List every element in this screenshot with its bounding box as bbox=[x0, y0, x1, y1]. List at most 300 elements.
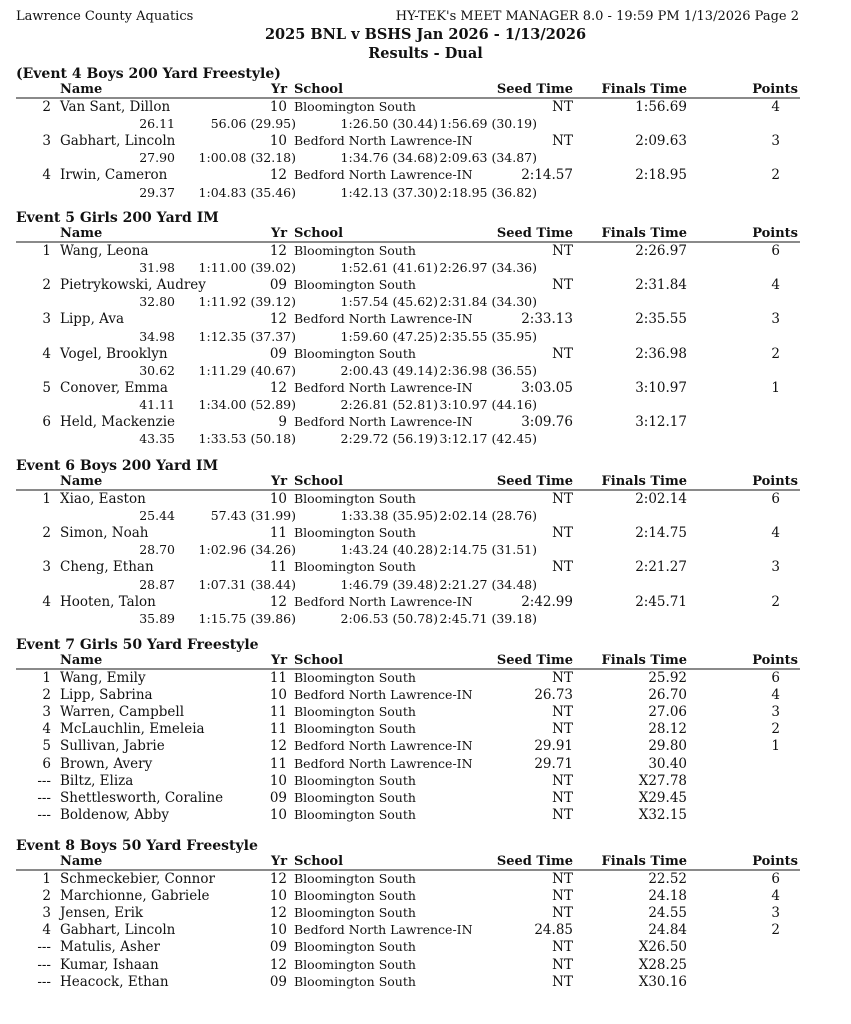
points: 1 bbox=[771, 379, 780, 396]
split-time: 2:21.27 (34.48) bbox=[439, 576, 537, 592]
result-row bbox=[0, 670, 851, 687]
school: Bloomington South bbox=[294, 345, 416, 361]
split-time: 34.98 bbox=[139, 328, 175, 344]
finals-time: X26.50 bbox=[638, 939, 687, 956]
splits-row bbox=[0, 542, 851, 559]
splits-row bbox=[0, 611, 851, 628]
school: Bedford North Lawrence-IN bbox=[294, 922, 473, 938]
points: 3 bbox=[771, 704, 780, 721]
finals-time: 2:21.27 bbox=[635, 559, 687, 576]
school: Bloomington South bbox=[294, 704, 416, 720]
swimmer-name: Lipp, Sabrina bbox=[60, 687, 153, 704]
place: 2 bbox=[42, 525, 51, 542]
swimmer-name: Conover, Emma bbox=[60, 379, 168, 396]
swimmer-name: Vogel, Brooklyn bbox=[60, 345, 168, 362]
place: 1 bbox=[42, 871, 51, 887]
year: 10 bbox=[269, 687, 287, 704]
result-row bbox=[0, 594, 851, 611]
school: Bloomington South bbox=[294, 956, 416, 972]
year: 11 bbox=[269, 525, 287, 542]
place: 3 bbox=[42, 704, 51, 721]
seed-time: NT bbox=[552, 559, 573, 576]
result-row bbox=[0, 491, 851, 508]
result-row bbox=[0, 380, 851, 397]
school: Bedford North Lawrence-IN bbox=[294, 738, 473, 754]
year: 09 bbox=[269, 939, 287, 956]
swimmer-name: McLauchlin, Emeleia bbox=[60, 721, 205, 738]
splits-row bbox=[0, 431, 851, 448]
result-row bbox=[0, 133, 851, 150]
swimmer-name: Heacock, Ethan bbox=[60, 973, 169, 990]
result-row bbox=[0, 346, 851, 363]
split-time: 2:00.43 (49.14) bbox=[340, 362, 438, 378]
swimmer-name: Matulis, Asher bbox=[60, 939, 160, 956]
place: 1 bbox=[42, 491, 51, 507]
result-row bbox=[0, 277, 851, 294]
points: 2 bbox=[771, 721, 780, 738]
school: Bedford North Lawrence-IN bbox=[294, 311, 473, 327]
finals-time: 2:09.63 bbox=[635, 133, 687, 150]
finals-time: 2:45.71 bbox=[635, 593, 687, 610]
split-time: 1:43.24 (40.28) bbox=[340, 542, 438, 558]
school: Bedford North Lawrence-IN bbox=[294, 379, 473, 395]
split-time: 2:09.63 (34.87) bbox=[439, 150, 537, 166]
split-time: 2:02.14 (28.76) bbox=[439, 508, 537, 524]
year: 09 bbox=[269, 277, 287, 294]
split-time: 1:33.53 (50.18) bbox=[198, 431, 296, 447]
place: 6 bbox=[42, 414, 51, 430]
swimmer-name: Hooten, Talon bbox=[60, 593, 156, 610]
split-time: 41.11 bbox=[139, 396, 175, 412]
year: 12 bbox=[269, 379, 287, 396]
seed-time: NT bbox=[552, 806, 573, 823]
seed-time: NT bbox=[552, 888, 573, 905]
split-time: 1:42.13 (37.30) bbox=[340, 184, 438, 200]
meet-title: 2025 BNL v BSHS Jan 2026 - 1/13/2026 bbox=[264, 26, 587, 43]
year: 11 bbox=[269, 559, 287, 576]
split-time: 2:36.98 (36.55) bbox=[439, 362, 537, 378]
split-time: 1:11.29 (40.67) bbox=[198, 362, 296, 378]
seed-time: NT bbox=[552, 905, 573, 922]
school: Bloomington South bbox=[294, 806, 416, 822]
seed-time: NT bbox=[552, 973, 573, 990]
swimmer-name: Held, Mackenzie bbox=[60, 414, 176, 430]
event-title: Event 7 Girls 50 Yard Freestyle bbox=[16, 637, 259, 653]
column-header-points: Points bbox=[752, 82, 798, 97]
split-time: 2:35.55 (35.95) bbox=[439, 328, 537, 344]
column-header-row bbox=[0, 474, 851, 489]
event-title: Event 5 Girls 200 Yard IM bbox=[16, 210, 219, 226]
split-time: 1:26.50 (30.44) bbox=[340, 116, 438, 132]
finals-time: 24.55 bbox=[648, 905, 687, 922]
split-time: 3:12.17 (42.45) bbox=[439, 431, 537, 447]
split-time: 1:56.69 (30.19) bbox=[439, 116, 537, 132]
place: 4 bbox=[42, 167, 51, 184]
seed-time: NT bbox=[552, 133, 573, 150]
seed-time: 3:09.76 bbox=[521, 414, 573, 430]
school: Bedford North Lawrence-IN bbox=[294, 414, 473, 429]
place: --- bbox=[37, 772, 51, 789]
finals-time: 2:14.75 bbox=[635, 525, 687, 542]
seed-time: NT bbox=[552, 772, 573, 789]
finals-time: 1:56.69 bbox=[635, 99, 687, 115]
splits-row bbox=[0, 294, 851, 311]
school: Bloomington South bbox=[294, 491, 416, 506]
year: 12 bbox=[269, 905, 287, 922]
column-header-yr: Yr bbox=[271, 653, 288, 668]
event-title: Event 8 Boys 50 Yard Freestyle bbox=[16, 838, 258, 854]
place: 3 bbox=[42, 559, 51, 576]
seed-time: NT bbox=[552, 670, 573, 686]
result-row bbox=[0, 243, 851, 260]
swimmer-name: Irwin, Cameron bbox=[60, 167, 168, 184]
split-time: 1:02.96 (34.26) bbox=[198, 542, 296, 558]
swimmer-name: Biltz, Eliza bbox=[60, 772, 134, 789]
year: 12 bbox=[269, 167, 287, 184]
points: 6 bbox=[771, 491, 780, 507]
place: --- bbox=[37, 973, 51, 990]
swimmer-name: Boldenow, Abby bbox=[60, 806, 170, 823]
place: 2 bbox=[42, 99, 51, 115]
school: Bedford North Lawrence-IN bbox=[294, 167, 473, 183]
seed-time: NT bbox=[552, 789, 573, 806]
column-header-school: School bbox=[294, 474, 344, 489]
points: 4 bbox=[771, 99, 780, 115]
points: 6 bbox=[771, 670, 780, 686]
split-time: 56.06 (29.95) bbox=[210, 116, 296, 132]
column-header-school: School bbox=[294, 653, 344, 668]
year: 11 bbox=[269, 755, 287, 772]
swimmer-name: Wang, Leona bbox=[60, 243, 149, 259]
school: Bloomington South bbox=[294, 99, 416, 114]
split-time: 1:34.00 (52.89) bbox=[198, 396, 296, 412]
points: 4 bbox=[771, 525, 780, 542]
split-time: 2:31.84 (34.30) bbox=[439, 294, 537, 310]
seed-time: NT bbox=[552, 704, 573, 721]
swimmer-name: Lipp, Ava bbox=[60, 311, 125, 328]
splits-row bbox=[0, 150, 851, 167]
column-header-school: School bbox=[294, 226, 344, 241]
seed-time: NT bbox=[552, 956, 573, 973]
split-time: 27.90 bbox=[139, 150, 175, 166]
event-title: Event 6 Boys 200 Yard IM bbox=[16, 458, 219, 474]
split-time: 2:29.72 (56.19) bbox=[340, 431, 438, 447]
column-header-name: Name bbox=[60, 226, 103, 241]
split-time: 1:11.00 (39.02) bbox=[198, 260, 296, 276]
swimmer-name: Gabhart, Lincoln bbox=[60, 922, 176, 939]
split-time: 2:26.97 (34.36) bbox=[439, 260, 537, 276]
column-header-name: Name bbox=[60, 653, 103, 668]
column-header-name: Name bbox=[60, 82, 103, 97]
place: 3 bbox=[42, 133, 51, 150]
split-time: 1:57.54 (45.62) bbox=[340, 294, 438, 310]
finals-time: 3:10.97 bbox=[635, 379, 687, 396]
place: --- bbox=[37, 956, 51, 973]
swimmer-name: Wang, Emily bbox=[60, 670, 146, 686]
school: Bloomington South bbox=[294, 789, 416, 805]
swimmer-name: Brown, Avery bbox=[60, 755, 153, 772]
splits-row bbox=[0, 397, 851, 414]
organization-name: Lawrence County Aquatics bbox=[16, 9, 194, 24]
seed-time: NT bbox=[552, 721, 573, 738]
split-time: 1:04.83 (35.46) bbox=[198, 184, 296, 200]
swimmer-name: Simon, Noah bbox=[60, 525, 149, 542]
year: 12 bbox=[269, 871, 287, 887]
swimmer-name: Shettlesworth, Coraline bbox=[60, 789, 224, 806]
column-header-finals-time: Finals Time bbox=[601, 474, 687, 489]
finals-time: X28.25 bbox=[638, 956, 687, 973]
split-time: 57.43 (31.99) bbox=[210, 508, 296, 524]
year: 09 bbox=[269, 345, 287, 362]
split-time: 26.11 bbox=[139, 116, 175, 132]
school: Bedford North Lawrence-IN bbox=[294, 755, 473, 771]
result-row bbox=[0, 905, 851, 922]
seed-time: 29.71 bbox=[534, 755, 573, 772]
split-time: 1:59.60 (47.25) bbox=[340, 328, 438, 344]
split-time: 2:06.53 (50.78) bbox=[340, 610, 438, 626]
finals-time: 24.18 bbox=[648, 888, 687, 905]
finals-time: 2:18.95 bbox=[635, 167, 687, 184]
finals-time: X32.15 bbox=[638, 806, 687, 823]
column-header-points: Points bbox=[752, 854, 798, 869]
school: Bloomington South bbox=[294, 559, 416, 575]
splits-row bbox=[0, 329, 851, 346]
finals-time: 2:31.84 bbox=[635, 277, 687, 294]
swimmer-name: Jensen, Erik bbox=[60, 905, 144, 922]
finals-time: 22.52 bbox=[648, 871, 687, 887]
splits-row bbox=[0, 363, 851, 380]
seed-time: NT bbox=[552, 243, 573, 259]
points: 3 bbox=[771, 133, 780, 150]
place: 5 bbox=[42, 738, 51, 755]
finals-time: X29.45 bbox=[638, 789, 687, 806]
result-row bbox=[0, 807, 851, 824]
event-title: (Event 4 Boys 200 Yard Freestyle) bbox=[16, 66, 281, 82]
software-info: HY-TEK's MEET MANAGER 8.0 - 19:59 PM 1/13/2026 Page 2 bbox=[395, 9, 799, 24]
seed-time: 26.73 bbox=[534, 687, 573, 704]
place: 3 bbox=[42, 311, 51, 328]
place: --- bbox=[37, 789, 51, 806]
year: 09 bbox=[269, 973, 287, 990]
split-time: 1:34.76 (34.68) bbox=[340, 150, 438, 166]
school: Bloomington South bbox=[294, 973, 416, 989]
result-row bbox=[0, 687, 851, 704]
splits-row bbox=[0, 116, 851, 133]
place: --- bbox=[37, 806, 51, 823]
seed-time: 2:14.57 bbox=[521, 167, 573, 184]
swimmer-name: Xiao, Easton bbox=[60, 491, 146, 507]
points: 1 bbox=[771, 738, 780, 755]
swimmer-name: Schmeckebier, Connor bbox=[60, 871, 215, 887]
column-header-finals-time: Finals Time bbox=[601, 653, 687, 668]
points: 2 bbox=[771, 345, 780, 362]
place: 1 bbox=[42, 670, 51, 686]
result-row bbox=[0, 773, 851, 790]
column-header-seed-time: Seed Time bbox=[496, 82, 573, 97]
result-row bbox=[0, 790, 851, 807]
points: 2 bbox=[771, 922, 780, 939]
column-header-seed-time: Seed Time bbox=[496, 474, 573, 489]
finals-time: 29.80 bbox=[648, 738, 687, 755]
school: Bloomington South bbox=[294, 888, 416, 904]
split-time: 1:12.35 (37.37) bbox=[198, 328, 296, 344]
finals-time: 2:02.14 bbox=[635, 491, 687, 507]
school: Bloomington South bbox=[294, 772, 416, 788]
splits-row bbox=[0, 577, 851, 594]
column-header-yr: Yr bbox=[271, 82, 288, 97]
split-time: 30.62 bbox=[139, 362, 175, 378]
finals-time: 26.70 bbox=[648, 687, 687, 704]
split-time: 2:45.71 (39.18) bbox=[439, 610, 537, 626]
split-time: 31.98 bbox=[139, 260, 175, 276]
place: 3 bbox=[42, 905, 51, 922]
seed-time: NT bbox=[552, 939, 573, 956]
swimmer-name: Gabhart, Lincoln bbox=[60, 133, 176, 150]
result-row bbox=[0, 888, 851, 905]
column-header-row bbox=[0, 854, 851, 869]
year: 10 bbox=[269, 99, 287, 115]
column-header-finals-time: Finals Time bbox=[601, 226, 687, 241]
seed-time: 29.91 bbox=[534, 738, 573, 755]
column-header-yr: Yr bbox=[271, 226, 288, 241]
result-row bbox=[0, 167, 851, 184]
year: 12 bbox=[269, 738, 287, 755]
year: 10 bbox=[269, 922, 287, 939]
year: 12 bbox=[269, 311, 287, 328]
column-header-name: Name bbox=[60, 474, 103, 489]
seed-time: NT bbox=[552, 345, 573, 362]
column-header-points: Points bbox=[752, 226, 798, 241]
year: 11 bbox=[269, 721, 287, 738]
place: 6 bbox=[42, 755, 51, 772]
school: Bedford North Lawrence-IN bbox=[294, 593, 473, 609]
place: 4 bbox=[42, 345, 51, 362]
swimmer-name: Marchionne, Gabriele bbox=[60, 888, 210, 905]
points: 2 bbox=[771, 167, 780, 184]
points: 3 bbox=[771, 311, 780, 328]
place: --- bbox=[37, 939, 51, 956]
finals-time: X30.16 bbox=[638, 973, 687, 990]
split-time: 1:15.75 (39.86) bbox=[198, 610, 296, 626]
year: 10 bbox=[269, 888, 287, 905]
column-header-row bbox=[0, 653, 851, 668]
finals-time: X27.78 bbox=[638, 772, 687, 789]
column-header-name: Name bbox=[60, 854, 103, 869]
split-time: 25.44 bbox=[139, 508, 175, 524]
splits-row bbox=[0, 185, 851, 202]
seed-time: 3:03.05 bbox=[521, 379, 573, 396]
finals-time: 3:12.17 bbox=[635, 414, 687, 430]
split-time: 2:14.75 (31.51) bbox=[439, 542, 537, 558]
result-row bbox=[0, 957, 851, 974]
year: 10 bbox=[269, 491, 287, 507]
seed-time: NT bbox=[552, 491, 573, 507]
seed-time: 2:42.99 bbox=[521, 593, 573, 610]
seed-time: 24.85 bbox=[534, 922, 573, 939]
year: 9 bbox=[278, 414, 287, 430]
split-time: 43.35 bbox=[139, 431, 175, 447]
finals-time: 28.12 bbox=[648, 721, 687, 738]
result-row bbox=[0, 871, 851, 888]
swimmer-name: Sullivan, Jabrie bbox=[60, 738, 165, 755]
split-time: 1:33.38 (35.95) bbox=[340, 508, 438, 524]
column-header-seed-time: Seed Time bbox=[496, 653, 573, 668]
school: Bloomington South bbox=[294, 871, 416, 886]
points: 4 bbox=[771, 277, 780, 294]
year: 09 bbox=[269, 789, 287, 806]
swimmer-name: Van Sant, Dillon bbox=[60, 99, 171, 115]
splits-row bbox=[0, 508, 851, 525]
seed-time: 2:33.13 bbox=[521, 311, 573, 328]
place: 4 bbox=[42, 593, 51, 610]
split-time: 28.70 bbox=[139, 542, 175, 558]
split-time: 32.80 bbox=[139, 294, 175, 310]
school: Bedford North Lawrence-IN bbox=[294, 687, 473, 703]
split-time: 1:00.08 (32.18) bbox=[198, 150, 296, 166]
result-row bbox=[0, 704, 851, 721]
school: Bloomington South bbox=[294, 277, 416, 293]
place: 4 bbox=[42, 922, 51, 939]
place: 2 bbox=[42, 888, 51, 905]
place: 1 bbox=[42, 243, 51, 259]
result-row bbox=[0, 559, 851, 576]
place: 2 bbox=[42, 687, 51, 704]
column-header-seed-time: Seed Time bbox=[496, 854, 573, 869]
split-time: 3:10.97 (44.16) bbox=[439, 396, 537, 412]
splits-row bbox=[0, 260, 851, 277]
column-header-row bbox=[0, 82, 851, 97]
swimmer-name: Cheng, Ethan bbox=[60, 559, 154, 576]
column-header-yr: Yr bbox=[271, 474, 288, 489]
year: 12 bbox=[269, 593, 287, 610]
split-time: 35.89 bbox=[139, 610, 175, 626]
column-header-seed-time: Seed Time bbox=[496, 226, 573, 241]
points: 4 bbox=[771, 888, 780, 905]
year: 10 bbox=[269, 133, 287, 150]
result-row bbox=[0, 974, 851, 991]
school: Bloomington South bbox=[294, 939, 416, 955]
year: 12 bbox=[269, 956, 287, 973]
result-row bbox=[0, 311, 851, 328]
column-header-school: School bbox=[294, 854, 344, 869]
result-row bbox=[0, 721, 851, 738]
school: Bloomington South bbox=[294, 670, 416, 685]
year: 11 bbox=[269, 670, 287, 686]
finals-time: 24.84 bbox=[648, 922, 687, 939]
result-row bbox=[0, 525, 851, 542]
result-row bbox=[0, 939, 851, 956]
split-time: 1:11.92 (39.12) bbox=[198, 294, 296, 310]
points: 3 bbox=[771, 905, 780, 922]
year: 12 bbox=[269, 243, 287, 259]
finals-time: 25.92 bbox=[648, 670, 687, 686]
split-time: 1:52.61 (41.61) bbox=[340, 260, 438, 276]
column-header-points: Points bbox=[752, 653, 798, 668]
finals-time: 2:26.97 bbox=[635, 243, 687, 259]
result-row bbox=[0, 738, 851, 755]
school: Bloomington South bbox=[294, 721, 416, 737]
school: Bedford North Lawrence-IN bbox=[294, 133, 473, 149]
seed-time: NT bbox=[552, 871, 573, 887]
column-header-finals-time: Finals Time bbox=[601, 854, 687, 869]
split-time: 1:46.79 (39.48) bbox=[340, 576, 438, 592]
year: 10 bbox=[269, 772, 287, 789]
place: 5 bbox=[42, 379, 51, 396]
finals-time: 2:36.98 bbox=[635, 345, 687, 362]
place: 2 bbox=[42, 277, 51, 294]
column-header-school: School bbox=[294, 82, 344, 97]
points: 6 bbox=[771, 243, 780, 259]
